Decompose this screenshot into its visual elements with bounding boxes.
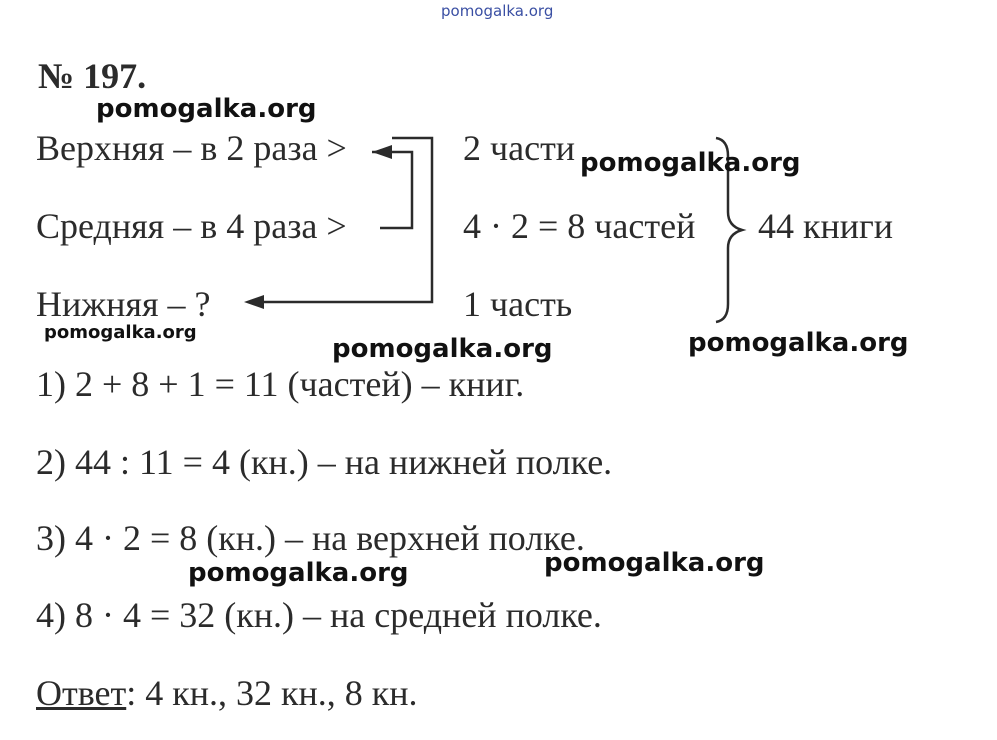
answer-line xyxy=(36,675,418,711)
step-2: 2) 44 : 11 = 4 (кн.) – на нижней полке. xyxy=(36,442,613,482)
answer-text: : 4 кн., 32 кн., 8 кн. xyxy=(126,673,418,713)
watermark: pomogalka.org xyxy=(332,334,553,364)
scheme-lower-shelf: Нижняя – ? xyxy=(36,284,211,324)
watermark: pomogalka.org xyxy=(688,328,909,358)
watermark: pomogalka.org xyxy=(580,148,801,178)
answer-label: Ответ xyxy=(36,673,127,713)
step-1: 1) 2 + 8 + 1 = 11 (частей) – книг. xyxy=(36,364,525,404)
watermark-top: pomogalka.org xyxy=(441,2,554,20)
watermark: pomogalka.org xyxy=(544,548,765,578)
watermark: pomogalka.org xyxy=(96,94,317,124)
total-books: 44 книги xyxy=(758,206,894,246)
watermark: pomogalka.org xyxy=(188,558,409,588)
parts-lower: 1 часть xyxy=(463,284,573,324)
step-3: 3) 4 · 2 = 8 (кн.) – на верхней полке. xyxy=(36,518,585,558)
scheme-upper-shelf: Верхняя – в 2 раза > xyxy=(36,128,347,168)
parts-upper: 2 части xyxy=(463,128,576,168)
scheme-middle-shelf: Средняя – в 4 раза > xyxy=(36,206,347,246)
step-4: 4) 8 · 4 = 32 (кн.) – на средней полке. xyxy=(36,595,602,635)
watermark: pomogalka.org xyxy=(44,322,197,343)
parts-middle: 4 · 2 = 8 частей xyxy=(463,206,696,246)
problem-number: № 197. xyxy=(38,56,147,96)
